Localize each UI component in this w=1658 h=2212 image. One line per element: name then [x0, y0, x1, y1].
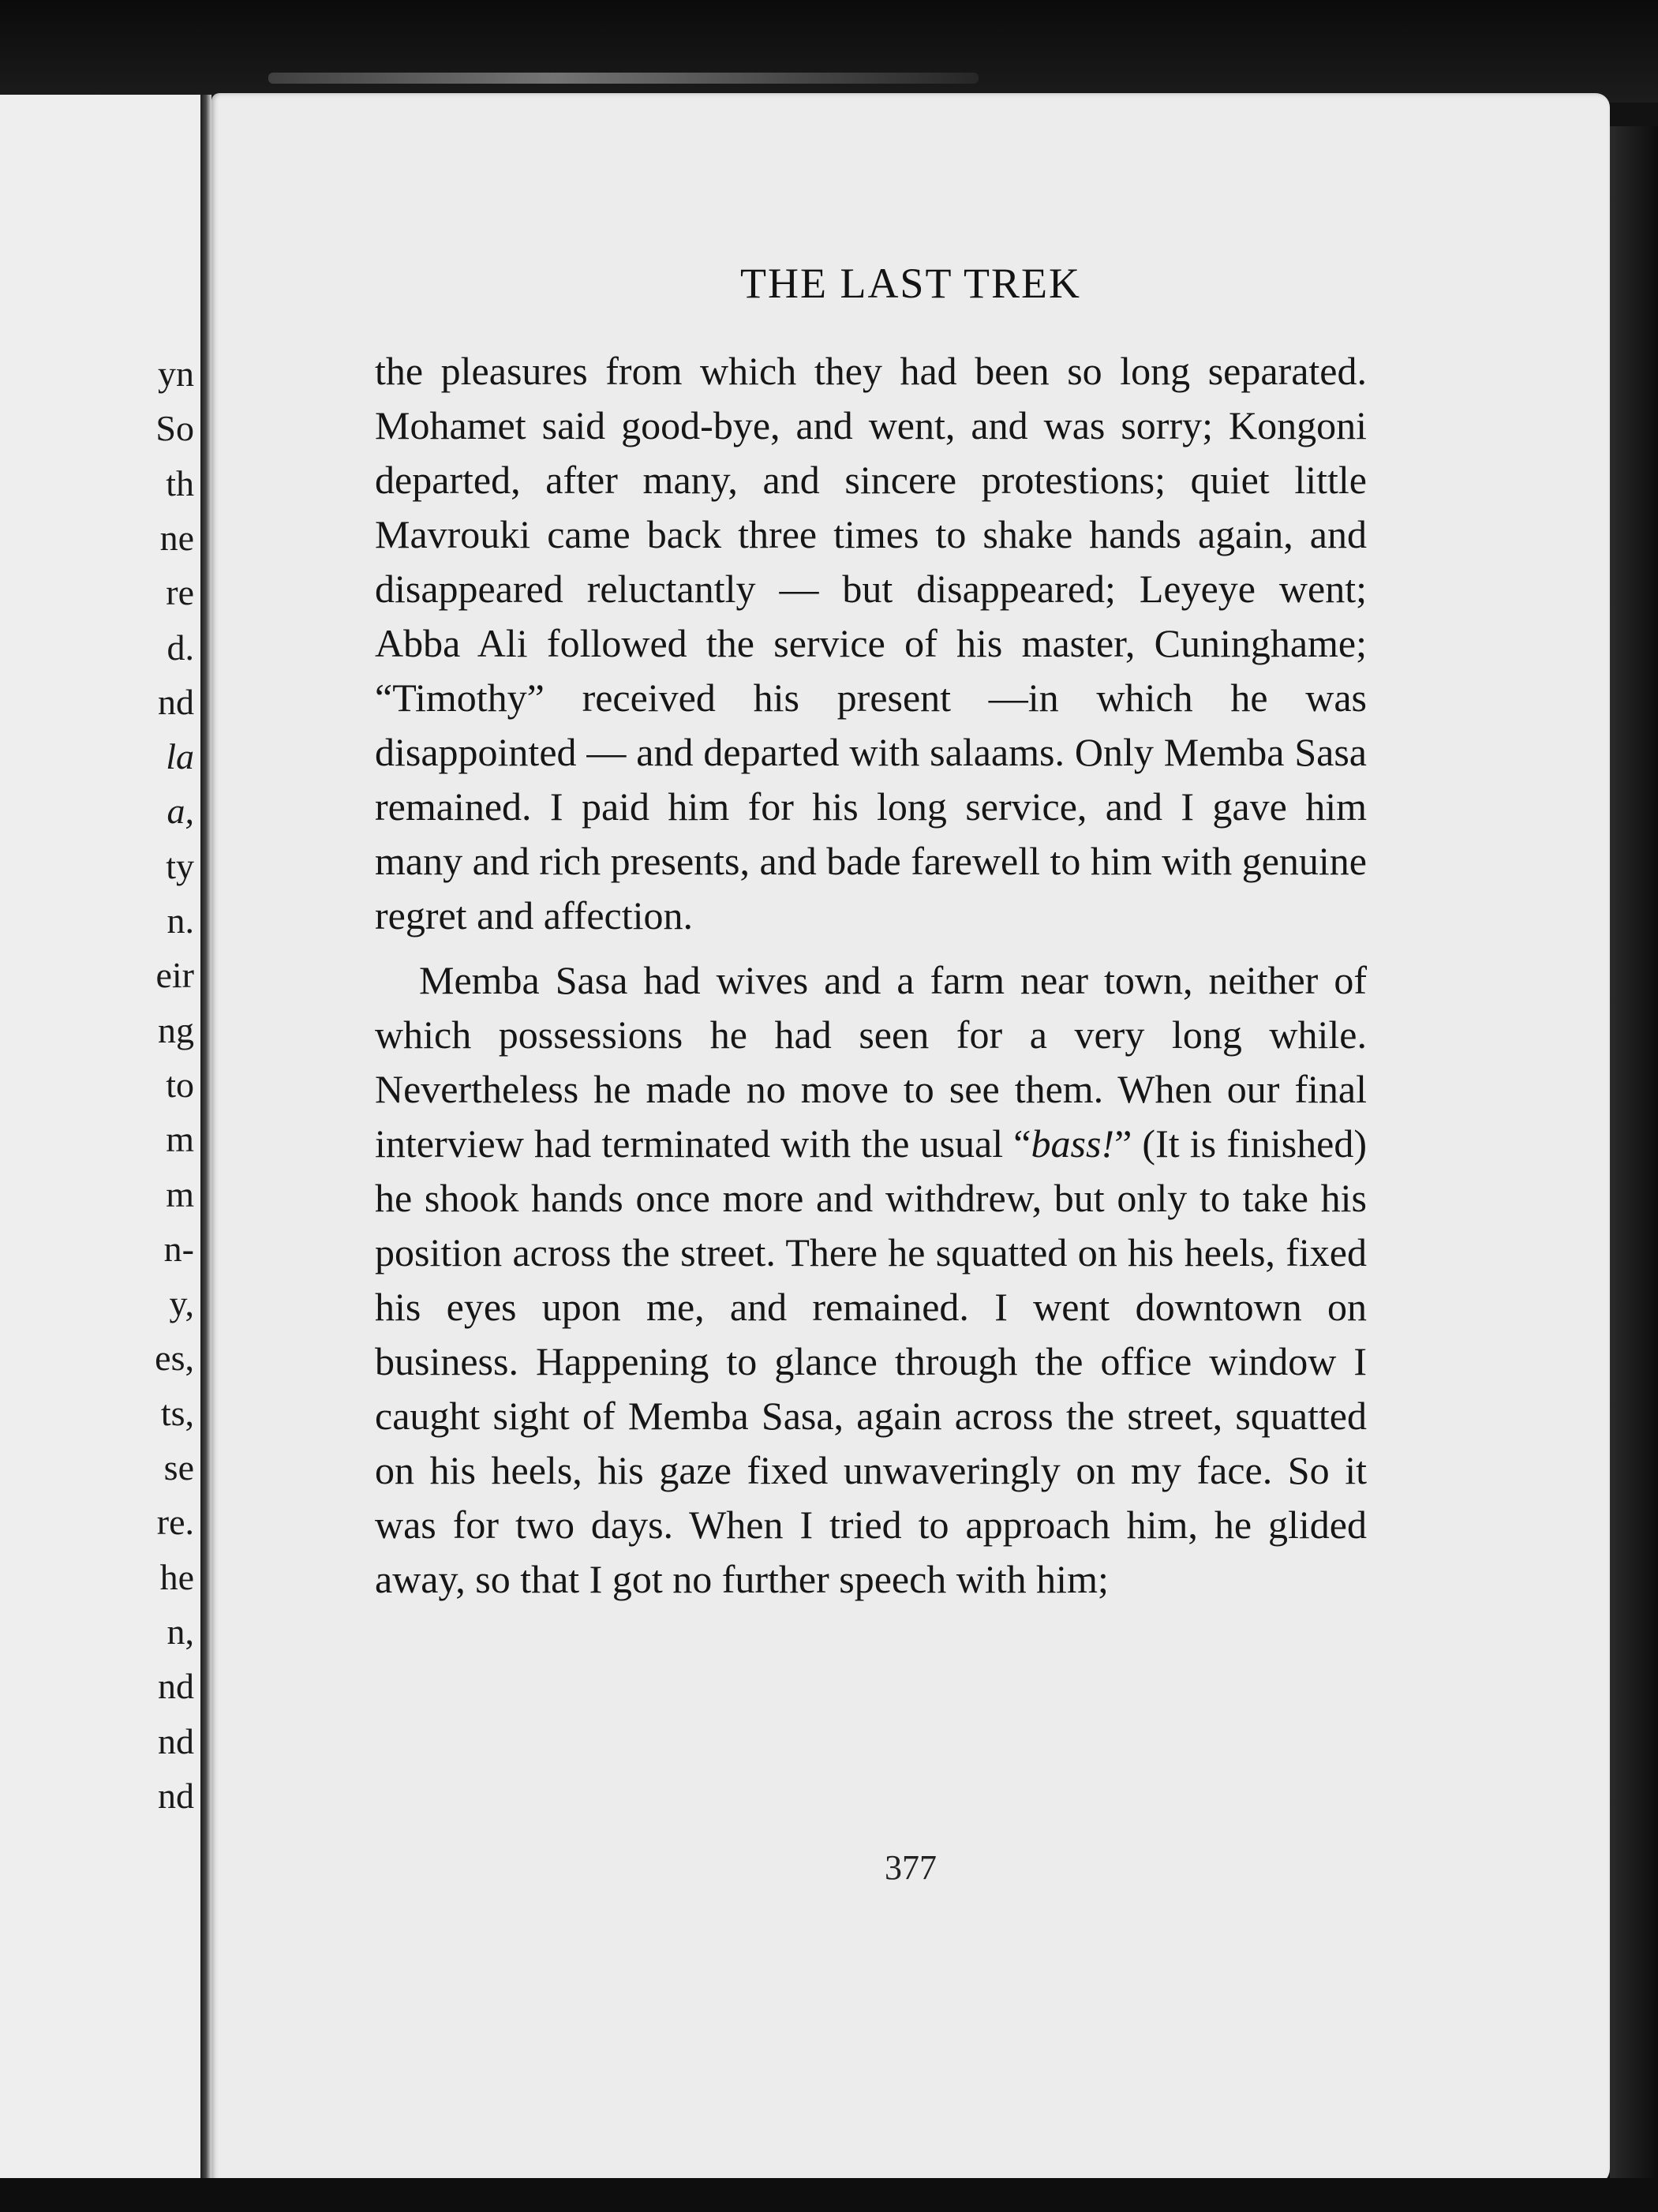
left-page-fragment: re	[166, 572, 194, 613]
left-page-fragment: re.	[156, 1502, 194, 1543]
paragraph-2-italic-word: bass!	[1031, 1121, 1115, 1166]
left-page-fragment: ty	[166, 845, 194, 886]
left-page-fragment: yn	[158, 354, 194, 394]
left-page-fragment: he	[159, 1556, 194, 1597]
running-head: THE LAST TREK	[739, 260, 1081, 307]
left-page-fragment: ts,	[160, 1392, 194, 1433]
left-page	[0, 95, 202, 2178]
left-page-fragment: ne	[159, 517, 194, 558]
left-page-fragment: m	[166, 1173, 194, 1215]
left-page-fragment: la	[166, 736, 194, 777]
page-number: 377	[885, 1848, 937, 1887]
left-page-fragment: se	[163, 1447, 194, 1488]
left-page-fragment: n,	[167, 1611, 194, 1652]
left-page-fragment: eir	[155, 955, 194, 996]
body-text	[375, 344, 1367, 1607]
left-page-fragment: d.	[167, 627, 194, 668]
book-gutter	[200, 95, 211, 2178]
left-page-fragment: n-	[163, 1228, 194, 1269]
left-page-fragment: th	[166, 462, 194, 503]
left-page-fragment: nd	[158, 681, 194, 722]
left-page-fragment: m	[166, 1119, 194, 1160]
left-page-fragment: n.	[167, 900, 194, 941]
left-page-fragment: a,	[167, 791, 194, 832]
left-page-fragment: ng	[158, 1009, 194, 1050]
left-page-fragment: to	[166, 1064, 194, 1105]
scan-background-top	[0, 0, 1658, 103]
scan-background-bottom	[0, 2178, 1658, 2212]
right-page	[211, 93, 1610, 2186]
paragraph-2-text-b: ” (It is finished) he shook hands once more and withdrew, but only to take his position across the street. There he squatted on his heels, fixed his eyes upon me, and remained. I went downtown on business. Happening to glance through the office window I caught sight of Memba Sasa, again across the street, squatted on his heels, his gaze fixed unwaveringly on my face. So it was for two days. When I tried to approach him, he glided away, so that I got no further speech with him;	[375, 1121, 1368, 1601]
left-page-fragment: nd	[158, 1720, 194, 1761]
left-page-fragment: nd	[158, 1666, 194, 1707]
left-page-fragment: y,	[169, 1283, 194, 1324]
left-page-fragment: nd	[158, 1775, 194, 1816]
paragraph-1: the pleasures from which they had been so long separated. Mohamet said good-bye, and went, and was sorry; Kongoni departed, after many, and sincere protestions; quiet little Mavrouki came back three times to shake hands again, and disappeared reluctantly — but disappeared; Leyeye went; Abba Ali followed the service of his master, Cuninghame; “Timothy” received his present —in which he was disappointed — and departed with salaams. Only Memba Sasa remained. I paid him for his long service, and I gave him many and rich presents, and bade farewell to him with genuine regret and affection.	[375, 349, 1367, 938]
left-page-fragment: So	[155, 408, 194, 449]
scan-background-right	[1610, 126, 1658, 2178]
scan-edge-artifact	[268, 73, 979, 84]
paragraph-2	[375, 953, 1367, 1607]
left-page-fragment: es,	[155, 1338, 194, 1379]
paragraph-2-text-a: Memba Sasa had wives and a farm near town, neither of which possessions he had seen for a very long while. Nevertheless he made no move to see them. When our final interview had terminated with the usual “	[375, 958, 1367, 1166]
